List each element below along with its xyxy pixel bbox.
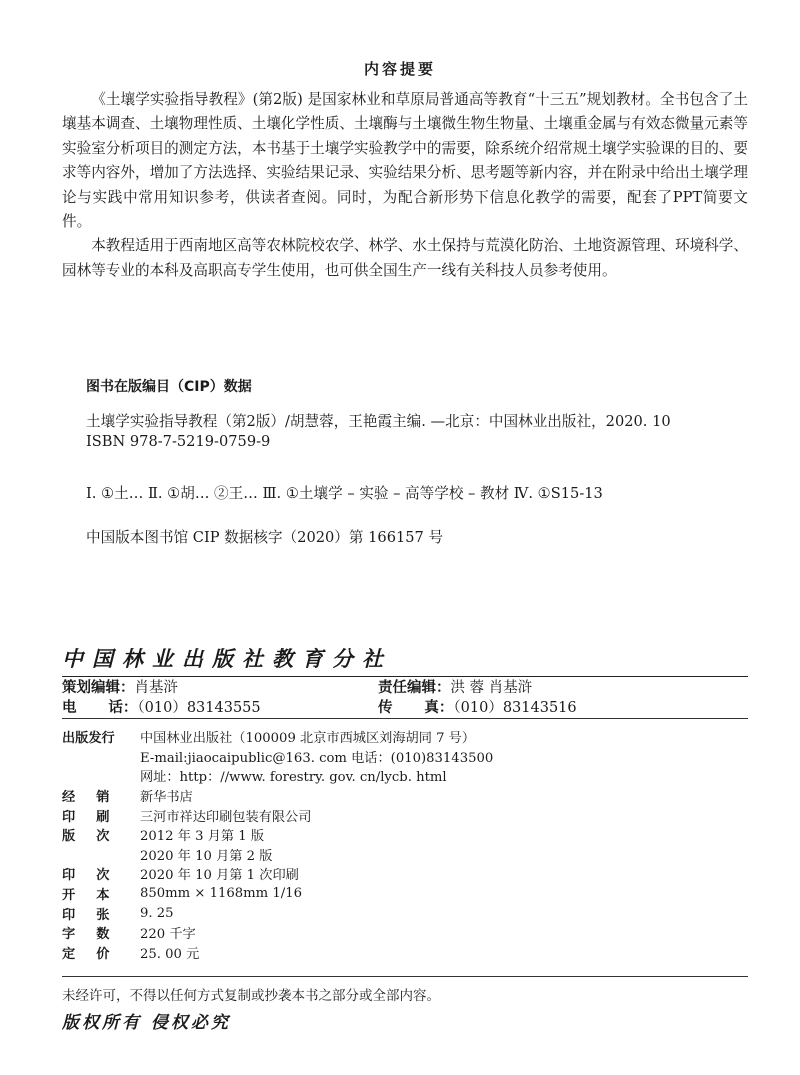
info-label — [62, 845, 140, 865]
info-row — [62, 864, 493, 884]
info-row — [62, 884, 493, 904]
info-row — [62, 825, 493, 845]
fax-label-b: 真： — [424, 700, 454, 716]
phone-row — [62, 696, 261, 717]
info-row — [62, 923, 493, 943]
divider-bottom — [62, 976, 748, 977]
info-label: 版次 — [62, 829, 131, 845]
info-value: E-mail:jiaocaipublic@163. com 电话：(010)83143500 — [140, 750, 494, 766]
cip-title-line: 土壤学实验指导教程（第2版）/胡慧蓉，王艳霞主编. —北京：中国林业出版社，2020. 10 — [86, 413, 671, 430]
info-label — [62, 747, 140, 767]
responsible-editor-value: 洪 蓉 肖基浒 — [450, 680, 533, 696]
summary-title: 内容提要 — [363, 60, 436, 78]
info-row — [62, 747, 493, 767]
info-label: 字数 — [62, 927, 131, 943]
responsible-editor — [378, 676, 532, 697]
info-value: 25. 00 元 — [140, 946, 200, 962]
info-value: 2012 年 3 月第 1 版 — [140, 829, 265, 845]
info-label: 印刷 — [62, 809, 131, 825]
summary-text — [62, 88, 748, 283]
info-label: 开本 — [62, 888, 131, 904]
publication-info-table — [62, 727, 493, 962]
info-label: 定价 — [62, 946, 131, 962]
phone-label-b: 话： — [108, 700, 138, 716]
info-row — [62, 786, 493, 806]
info-value: 220 千字 — [140, 927, 196, 943]
responsible-editor-label: 责任编辑： — [378, 680, 451, 696]
info-value: 中国林业出版社（100009 北京市西城区刘海胡同 7 号） — [140, 731, 476, 747]
rights-reserved: 版权所有 侵权必究 — [62, 1013, 231, 1033]
info-value: 2020 年 10 月第 1 次印刷 — [140, 868, 299, 884]
phone-value: （010）83143555 — [137, 700, 261, 716]
info-row — [62, 766, 493, 786]
info-value: 三河市祥达印刷包装有限公司 — [140, 809, 312, 825]
info-label: 印张 — [62, 907, 131, 923]
info-label: 出版发行 — [62, 731, 115, 747]
cip-isbn: ISBN 978-7-5219-0759-9 — [86, 433, 271, 450]
info-label — [62, 766, 140, 786]
planning-editor-label: 策划编辑： — [62, 680, 135, 696]
info-label: 经销 — [62, 790, 131, 806]
info-value: 网址：http：//www. forestry. gov. cn/lycb. html — [140, 770, 447, 786]
planning-editor-value: 肖基浒 — [134, 680, 178, 696]
info-row — [62, 727, 493, 747]
cip-record-number: 中国版本图书馆 CIP 数据核字（2020）第 166157 号 — [86, 529, 444, 546]
divider-middle — [62, 718, 748, 719]
fax-value: （010）83143516 — [453, 700, 577, 716]
info-row — [62, 943, 493, 963]
cip-classification: Ⅰ. ①土… Ⅱ. ①胡… ②王… Ⅲ. ①土壤学 – 实验 – 高等学校 – 教材 Ⅳ. ①S15-13 — [86, 485, 603, 502]
fax-row — [378, 696, 577, 717]
publisher-name: 中国林业出版社教育分社 — [62, 646, 392, 671]
info-label: 印次 — [62, 868, 131, 884]
info-value: 9. 25 — [140, 905, 174, 921]
info-row — [62, 845, 493, 865]
phone-label-a: 电 — [62, 700, 109, 716]
info-value: 新华书店 — [140, 790, 193, 806]
info-row — [62, 903, 493, 923]
fax-label-a: 传 — [378, 700, 425, 716]
summary-paragraph-1: 《土壤学实验指导教程》(第2版) 是国家林业和草原局普通高等教育“十三五”规划教材。全书包含了土壤基本调查、土壤物理性质、土壤化学性质、土壤酶与土壤微生物生物量、土壤重金属与有效态微量元素等实验室分析项目的测定方法，本书基于土壤学实验教学中的需要，除系统介绍常规土壤学实验课的目的、要求等内容外，增加了方法选择、实验结果记录、实验结果分析、思考题等新内容，并在附录中给出土壤学理论与实践中常用知识参考，供读者查阅。同时，为配合新形势下信息化教学的需要，配套了PPT简要文件。 — [62, 91, 748, 231]
info-row — [62, 805, 493, 825]
summary-paragraph-2: 本教程适用于西南地区高等农林院校农学、林学、水土保持与荒漠化防治、土地资源管理、环境科学、园林等专业的本科及高职高专学生使用，也可供全国生产一线有关科技人员参考使用。 — [62, 237, 748, 279]
info-value: 2020 年 10 月第 2 版 — [140, 848, 273, 864]
planning-editor — [62, 676, 178, 697]
info-value: 850mm × 1168mm 1/16 — [140, 886, 302, 902]
cip-heading: 图书在版编目（CIP）数据 — [86, 379, 252, 395]
copyright-notice: 未经许可，不得以任何方式复制或抄袭本书之部分或全部内容。 — [62, 988, 440, 1004]
